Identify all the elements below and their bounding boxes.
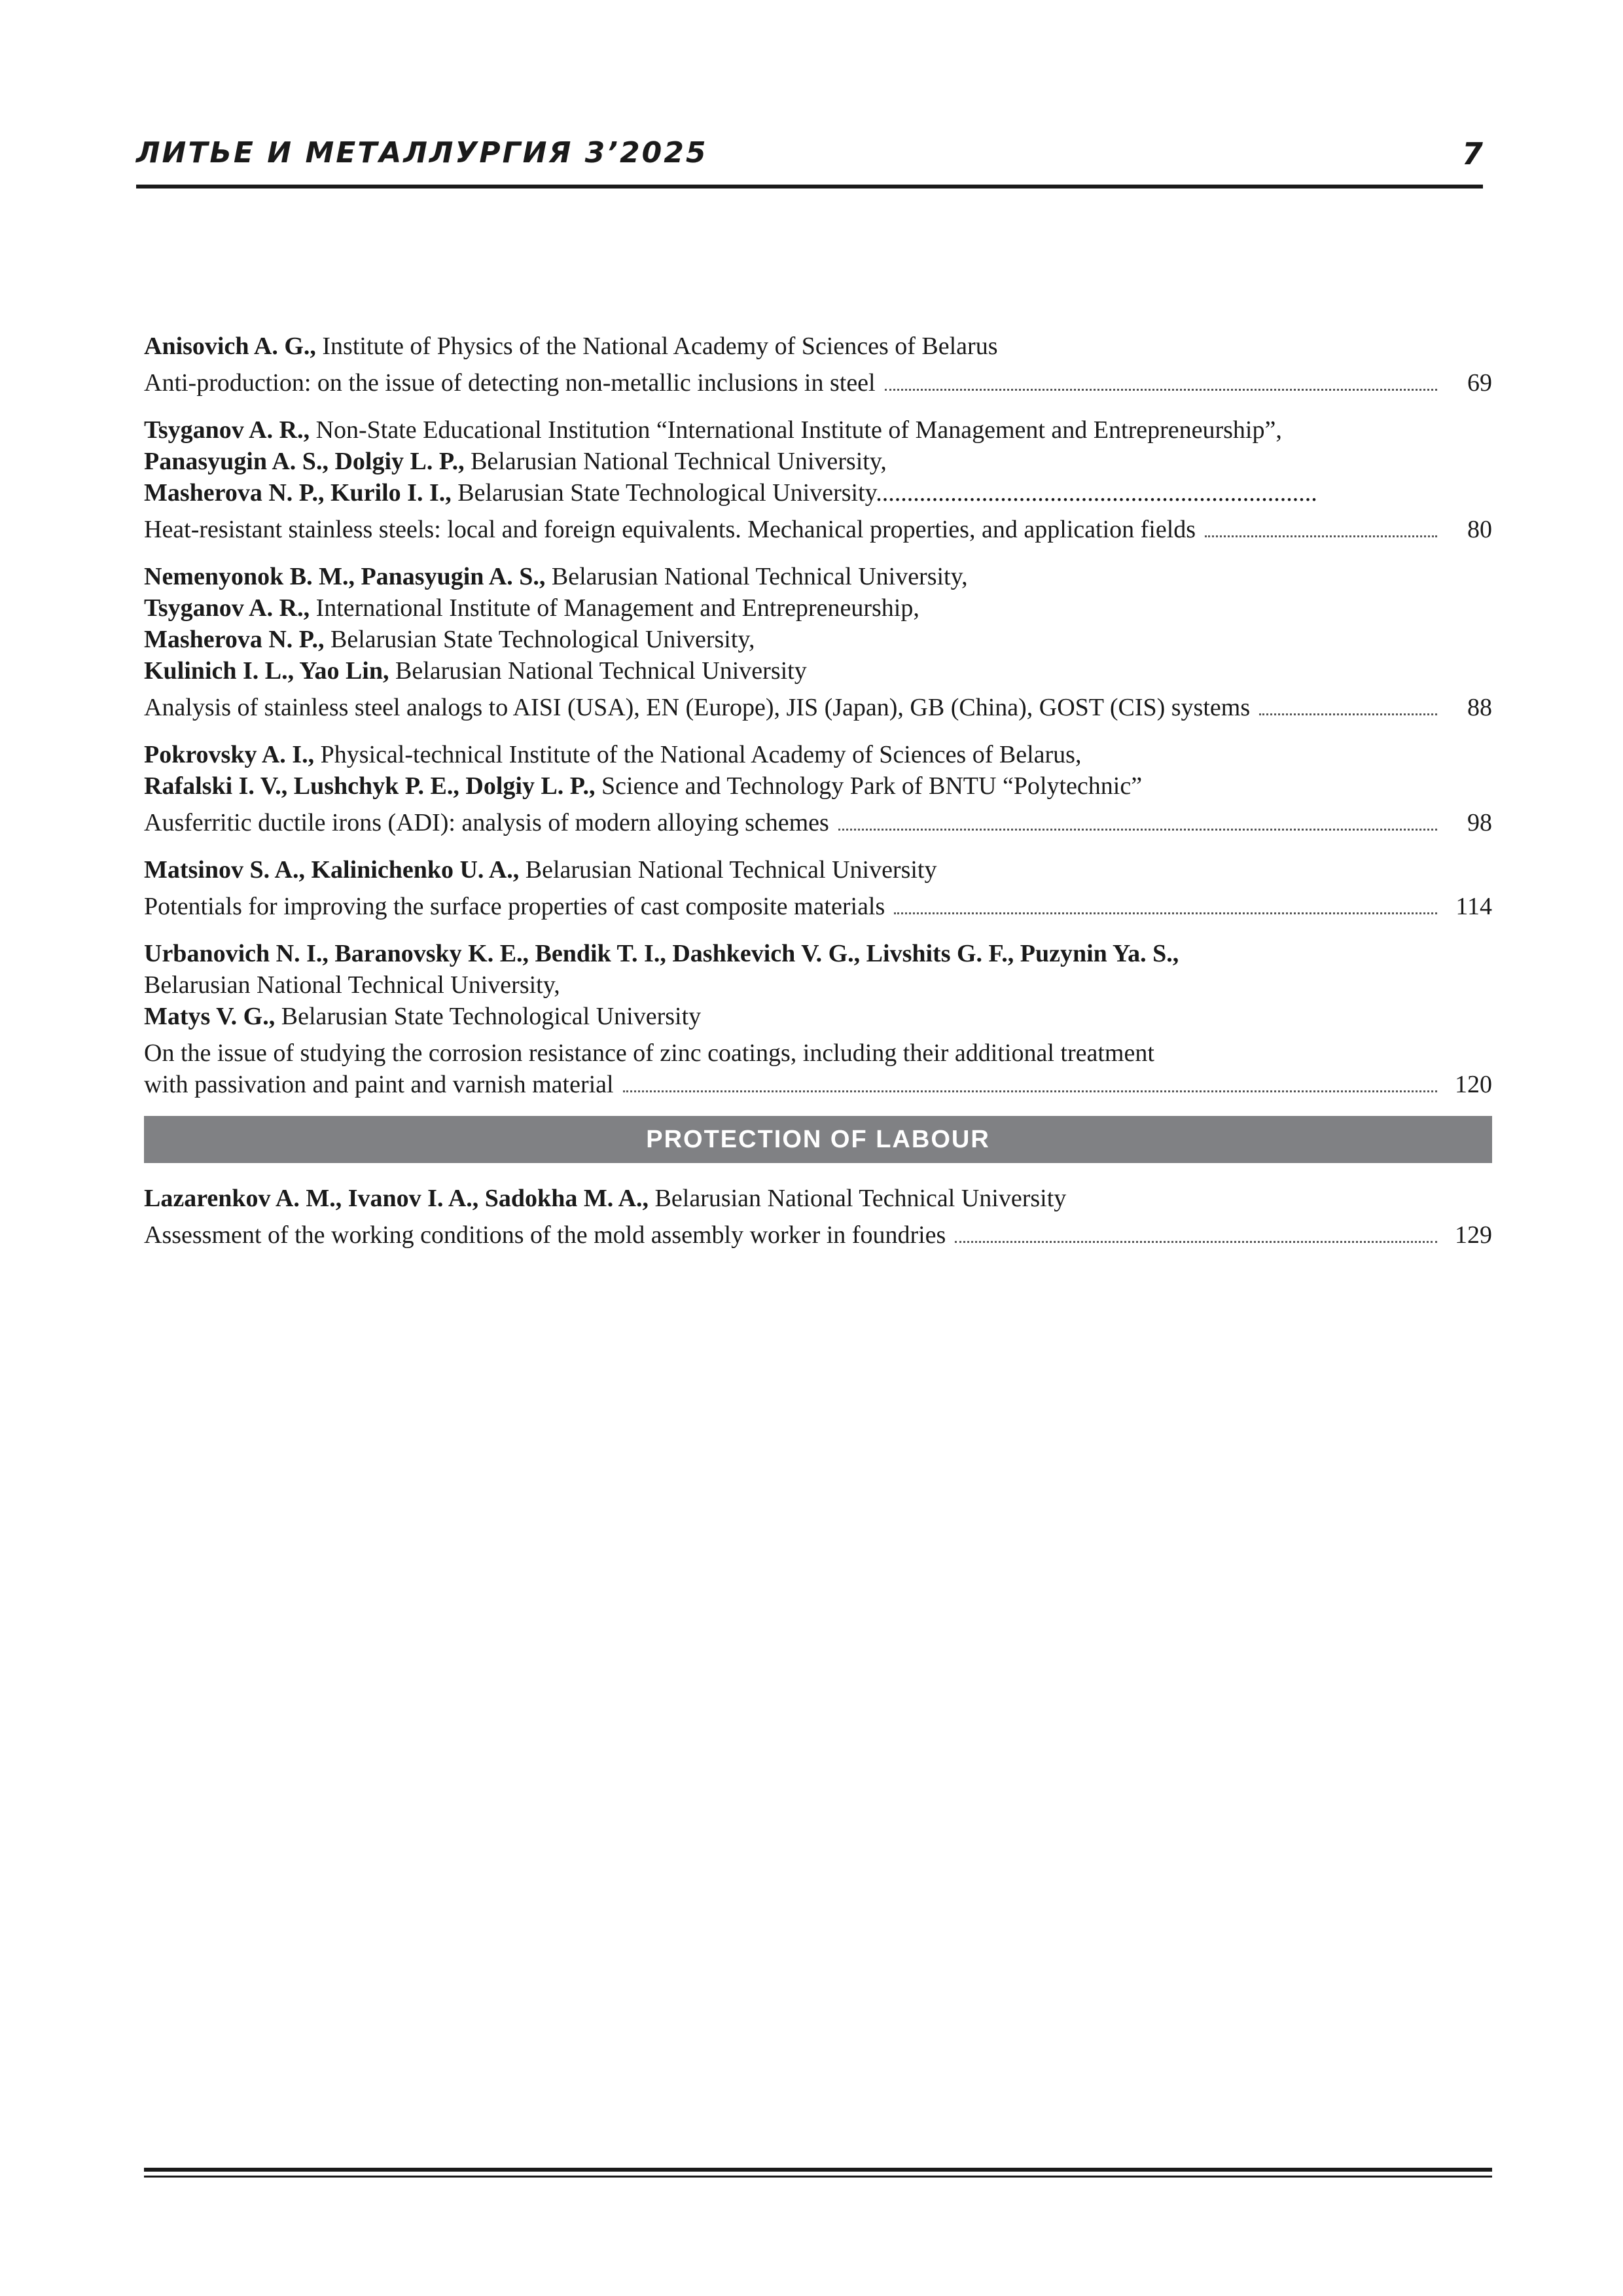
article-title[interactable]: with passivation and paint and varnish material xyxy=(144,1071,614,1098)
toc-authors xyxy=(144,561,1492,687)
dot-leader xyxy=(955,1241,1437,1243)
author-affiliation: Science and Technology Park of BNTU “Polytechnic” xyxy=(595,772,1143,800)
running-header xyxy=(136,131,1483,188)
author-names: Lazarenkov A. M., Ivanov I. A., Sadokha M. A., xyxy=(144,1185,649,1212)
author-line xyxy=(144,331,1492,362)
article-title[interactable]: Ausferritic ductile irons (ADI): analysis of modern alloying schemes xyxy=(144,809,829,836)
author-affiliation: International Institute of Management and Entrepreneurship, xyxy=(310,594,919,622)
toc-entry xyxy=(144,331,1492,399)
article-title[interactable]: Anti-production: on the issue of detecting non-metallic inclusions in steel xyxy=(144,369,876,397)
article-page-number: 120 xyxy=(1455,1071,1492,1098)
article-title[interactable]: Potentials for improving the surface properties of cast composite materials xyxy=(144,893,885,920)
dot-leader xyxy=(1259,713,1437,715)
toc-authors xyxy=(144,331,1492,362)
author-line xyxy=(144,414,1492,446)
author-affiliation: Belarusian National Technical University, xyxy=(545,563,968,590)
toc-entry xyxy=(144,938,1492,1100)
toc-title-row[interactable] xyxy=(144,514,1492,545)
toc-authors xyxy=(144,414,1492,509)
footer-rule-thin xyxy=(144,2176,1492,2178)
author-line xyxy=(144,446,1492,477)
article-page-number: 80 xyxy=(1467,516,1492,543)
author-affiliation: Physical-technical Institute of the National Academy of Sciences of Belarus, xyxy=(314,741,1082,768)
article-page-number: 69 xyxy=(1467,369,1492,397)
dot-leader xyxy=(894,912,1437,914)
article-title[interactable]: Heat-resistant stainless steels: local and foreign equivalents. Mechanical properties, and application fields xyxy=(144,516,1196,543)
toc-title-row[interactable] xyxy=(144,1069,1492,1100)
author-names: Masherova N. P., Kurilo I. I., xyxy=(144,479,452,507)
toc-authors xyxy=(144,739,1492,802)
author-line xyxy=(144,938,1492,969)
footer-rule xyxy=(144,2168,1492,2172)
author-names: Urbanovich N. I., Baranovsky K. E., Bendik T. I., Dashkevich V. G., Livshits G. F., Puzynin Ya. S., xyxy=(144,940,1179,967)
toc-title-row[interactable] xyxy=(144,807,1492,838)
author-names: Masherova N. P., xyxy=(144,626,325,653)
toc-title-row[interactable] xyxy=(144,692,1492,723)
author-line xyxy=(144,655,1492,687)
toc-entry xyxy=(144,854,1492,922)
author-affiliation: Belarusian State Technological University xyxy=(275,1003,702,1030)
article-page-number: 88 xyxy=(1467,694,1492,721)
table-of-contents xyxy=(144,331,1492,1266)
article-page-number: 114 xyxy=(1455,893,1492,920)
author-affiliation: Belarusian National Technical University, xyxy=(144,971,560,999)
author-line xyxy=(144,854,1492,886)
author-affiliation: Belarusian State Technological University....................................................................... xyxy=(451,479,1317,507)
article-page-number: 98 xyxy=(1467,809,1492,836)
journal-title: ЛИТЬЕ И МЕТАЛЛУРГИЯ 3’2025 xyxy=(136,136,708,170)
author-line xyxy=(144,969,1492,1001)
dot-leader xyxy=(623,1090,1437,1092)
author-affiliation: Belarusian State Technological University, xyxy=(324,626,755,653)
author-line xyxy=(144,1183,1492,1214)
author-line xyxy=(144,739,1492,770)
author-names: Matsinov S. A., Kalinichenko U. A., xyxy=(144,856,520,884)
article-page-number: 129 xyxy=(1455,1221,1492,1249)
toc-title-row[interactable] xyxy=(144,891,1492,922)
dot-leader xyxy=(1205,535,1437,537)
author-line xyxy=(144,561,1492,592)
dot-leader xyxy=(885,389,1437,391)
toc-authors xyxy=(144,854,1492,886)
author-names: Panasyugin A. S., Dolgiy L. P., xyxy=(144,448,465,475)
article-title[interactable]: Assessment of the working conditions of the mold assembly worker in foundries xyxy=(144,1221,946,1249)
section-heading: PROTECTION OF LABOUR xyxy=(144,1116,1492,1163)
toc-entry xyxy=(144,739,1492,838)
toc-entry xyxy=(144,1183,1492,1251)
author-names: Matys V. G., xyxy=(144,1003,276,1030)
toc-title-row[interactable] xyxy=(144,367,1492,399)
article-title[interactable]: Analysis of stainless steel analogs to AISI (USA), EN (Europe), JIS (Japan), GB (China), GOST (CIS) systems xyxy=(144,694,1251,721)
author-line xyxy=(144,770,1492,802)
toc-authors xyxy=(144,1183,1492,1214)
author-affiliation: Belarusian National Technical University xyxy=(519,856,937,884)
author-line xyxy=(144,1001,1492,1032)
author-affiliation: Belarusian National Technical University, xyxy=(464,448,887,475)
author-affiliation: Belarusian National Technical University xyxy=(649,1185,1067,1212)
author-line xyxy=(144,592,1492,624)
author-names: Kulinich I. L., Yao Lin, xyxy=(144,657,389,685)
author-affiliation: Belarusian National Technical University xyxy=(389,657,807,685)
author-line xyxy=(144,477,1492,509)
author-names: Tsyganov A. R., xyxy=(144,416,310,444)
article-title-line[interactable]: On the issue of studying the corrosion resistance of zinc coatings, including their additional treatment xyxy=(144,1039,1154,1067)
toc-title-row[interactable] xyxy=(144,1219,1492,1251)
author-affiliation: Non-State Educational Institution “International Institute of Management and Entrepreneurship”, xyxy=(310,416,1282,444)
toc-authors xyxy=(144,938,1492,1032)
author-names: Pokrovsky A. I., xyxy=(144,741,315,768)
author-names: Tsyganov A. R., xyxy=(144,594,310,622)
author-names: Rafalski I. V., Lushchyk P. E., Dolgiy L. P., xyxy=(144,772,596,800)
toc-entry xyxy=(144,414,1492,545)
author-affiliation: Institute of Physics of the National Academy of Sciences of Belarus xyxy=(315,332,998,360)
toc-title-block[interactable] xyxy=(144,1037,1492,1069)
page-number: 7 xyxy=(1461,136,1483,171)
dot-leader xyxy=(838,829,1437,831)
toc-entry xyxy=(144,561,1492,723)
author-names: Anisovich A. G., xyxy=(144,332,316,360)
author-names: Nemenyonok B. M., Panasyugin A. S., xyxy=(144,563,546,590)
author-line xyxy=(144,624,1492,655)
